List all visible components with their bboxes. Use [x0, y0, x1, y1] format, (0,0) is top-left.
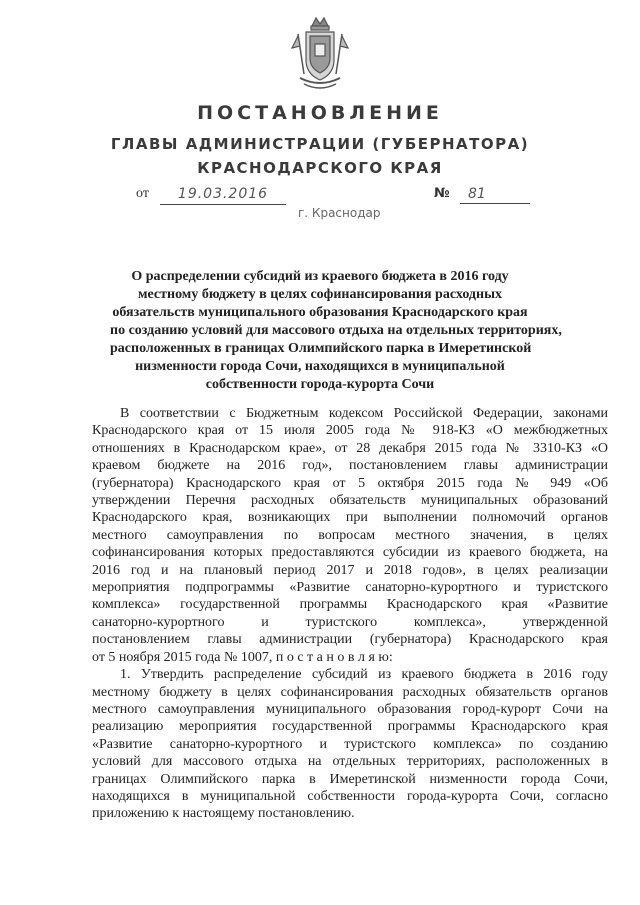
issuer-heading: ГЛАВЫ АДМИНИСТРАЦИИ (ГУБЕРНАТОРА) — [110, 135, 530, 153]
body-line: В соответствии с Бюджетным кодексом Российской Федерации, законами — [120, 406, 608, 421]
title-line: по созданию условий для массового отдыха на отдельных территориях, — [110, 323, 562, 338]
body-line: комплекса» государственной программы Краснодарского края «Развитие — [92, 597, 608, 613]
body-line: реализацию мероприятия государственной программы Краснодарского края — [92, 719, 608, 735]
body-line: от 5 ноября 2015 года № 1007, п о с т а н о в л я ю: — [92, 649, 393, 665]
body-line: местного самоуправления муниципального образования город-курорт Сочи на — [92, 701, 608, 717]
number-label: № — [434, 186, 450, 201]
city-label: г. Краснодар — [298, 206, 381, 220]
body-line: мероприятия подпрограммы «Развитие санаторно-курортного и туристского — [92, 580, 608, 596]
body-line: утверждении Перечня расходных обязательств муниципальных образований — [92, 493, 608, 509]
body-line: условий для массового отдыха на отдельных территориях, расположенных в — [92, 754, 608, 770]
document-number: 81 — [460, 186, 530, 204]
body-line: 1. Утвердить распределение субсидий из краевого бюджета в 2016 году — [120, 667, 608, 683]
body-line: приложению к настоящему постановлению. — [92, 806, 355, 822]
body-line: местному бюджету в целях софинансирования расходных обязательств органов — [92, 684, 608, 700]
title-line: низменности города Сочи, находящихся в муниципальной — [135, 359, 505, 374]
body-line: Краснодарского края, возникающих при выполнении полномочий органов — [92, 510, 608, 526]
title-line: обязательств муниципального образования Краснодарского края — [112, 305, 528, 320]
title-line: местному бюджету в целях софинансирования расходных — [137, 287, 502, 302]
body-line: «Развитие санаторно-курортного и туристского комплекса» по созданию — [92, 736, 608, 752]
body-line: софинансирования которых предоставляются субсидии из краевого бюджета, на — [92, 545, 608, 561]
body-line: (губернатора) Краснодарского края от 5 октября 2015 года № 949 «Об — [92, 475, 608, 491]
from-label: от — [136, 186, 149, 201]
document-body — [92, 405, 608, 823]
body-line: отношениях в Краснодарском крае», от 28 декабря 2015 года № 3310-КЗ «О — [92, 440, 608, 456]
body-line: границах Олимпийского парка в Имеретинской низменности города Сочи, — [92, 771, 608, 787]
body-line: находящихся в муниципальной собственности города-курорта Сочи, согласно — [92, 788, 608, 804]
region-heading: КРАСНОДАРСКОГО КРАЯ — [197, 159, 443, 177]
document-type-heading: ПОСТАНОВЛЕНИЕ — [197, 102, 443, 124]
document-date: 19.03.2016 — [160, 186, 286, 205]
body-line: местного самоуправления по вопросам местного значения, в целях — [92, 527, 608, 543]
title-line: собственности города-курорта Сочи — [205, 377, 435, 392]
title-line: О распределении субсидий из краевого бюджета в 2016 году — [131, 269, 509, 284]
document-title — [110, 268, 562, 394]
body-line: постановлением главы администрации (губернатора) Краснодарского края — [92, 632, 608, 648]
krasnodar-coat-of-arms-icon — [290, 14, 350, 94]
title-line: расположенных в границах Олимпийского парка в Имеретинской — [110, 341, 532, 356]
body-line: Краснодарского края от 15 июля 2005 года № 918-КЗ «О межбюджетных — [92, 423, 608, 439]
body-line: санаторно-курортного и туристского комплекса», утвержденной — [92, 614, 608, 630]
body-line: 2016 год и на плановый период 2017 и 2018 годов», в целях реализации — [92, 562, 608, 578]
body-line: краевом бюджете на 2016 год», постановлением главы администрации — [92, 458, 608, 474]
